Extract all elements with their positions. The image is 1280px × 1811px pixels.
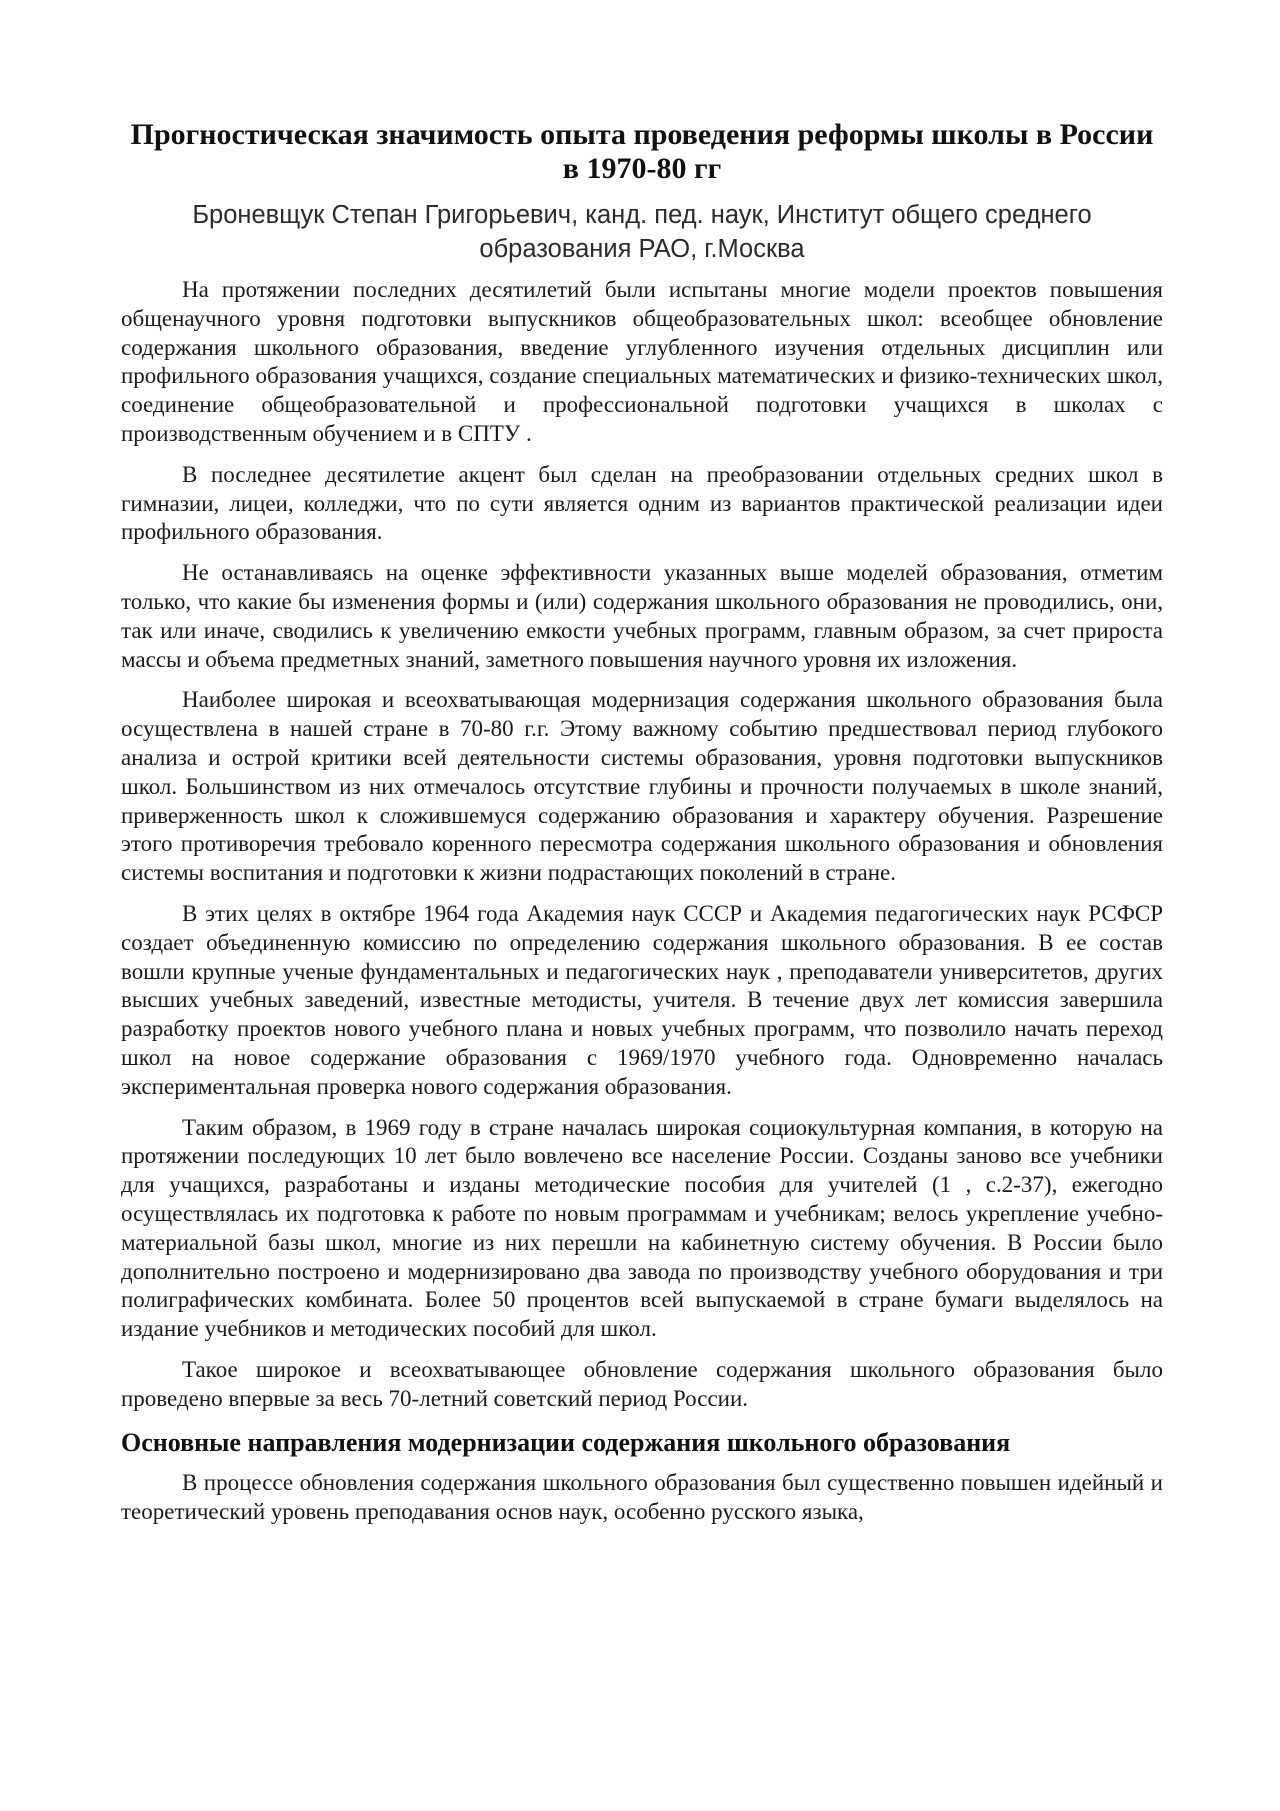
- document-title: Прогностическая значимость опыта проведения реформы школы в России в 1970-80 гг: [130, 118, 1154, 185]
- paragraph-3: Не останавливаясь на оценке эффективности указанных выше моделей образования, отметим только, что какие бы изменения формы и (или) содержания школьного образования не проводились, они, так или иначе, сводились к увеличению емкости учебных программ, главным образом, за счет прироста массы и объема предметных знаний, заметного повышения научного уровня их изложения.: [121, 560, 1163, 672]
- author-line: Броневщук Степан Григорьевич, канд. пед. наук, Институт общего среднего образования РАО, г.Москва: [192, 201, 1092, 263]
- paragraph-1: На протяжении последних десятилетий были испытаны многие модели проектов повышения общенаучного уровня подготовки выпускников общеобразовательных школ: всеобщее обновление содержания школьного образования, введение углубленного изучения отдельных дисциплин или профильного образования учащихся, создание специальных математических и физико-технических школ, соединение общеобразовательной и профессиональной подготовки учащихся в школах с производственным обучением и в СПТУ .: [121, 277, 1163, 446]
- paragraph-2: В последнее десятилетие акцент был сделан на преобразовании отдельных средних школ в гимназии, лицеи, колледжи, что по сути является одним из вариантов практической реализации идеи профильного образования.: [121, 461, 1163, 545]
- paragraph-6: Таким образом, в 1969 году в стране началась широкая социокультурная компания, в которую на протяжении последующих 10 лет было вовлечено все население России. Созданы заново все учебники для учащихся, разработаны и изданы методические пособия для учителей (1 , с.2-37), ежегодно осуществлялась их подготовка к работе по новым программам и учебникам; велось укрепление учебно-материальной базы школ, многие из них перешли на кабинетную систему обучения. В России было дополнительно построено и модернизировано два завода по производству учебного оборудования и три полиграфических комбината. Более 50 процентов всей выпускаемой в стране бумаги выделялось на издание учебников и методических пособий для школ.: [121, 1114, 1163, 1342]
- document-page: [121, 118, 1163, 1539]
- section-paragraph-1: В процессе обновления содержания школьного образования был существенно повышен идейный и теоретический уровень преподавания основ наук, особенно русского языка,: [121, 1470, 1163, 1525]
- paragraph-4: Наиболее широкая и всеохватывающая модернизация содержания школьного образования была осуществлена в нашей стране в 70-80 г.г. Этому важному событию предшествовал период глубокого анализа и острой критики всей деятельности системы образования, уровня подготовки выпускников школ. Большинством из них отмечалось отсутствие глубины и прочности получаемых в школе знаний, приверженность школ к сложившемуся содержанию образования и характеру обучения. Разрешение этого противоречия требовало коренного пересмотра содержания школьного образования и обновления системы воспитания и подготовки к жизни подрастающих поколений в стране.: [121, 687, 1163, 886]
- paragraph-7: Такое широкое и всеохватывающее обновление содержания школьного образования было проведено впервые за весь 70-летний советский период России.: [121, 1356, 1163, 1411]
- section-heading: Основные направления модернизации содержания школьного образования: [121, 1428, 1011, 1458]
- paragraph-5: В этих целях в октябре 1964 года Академия наук СССР и Академия педагогических наук РСФСР создает объединенную комиссию по определению содержания школьного образования. В ее состав вошли крупные ученые фундаментальных и педагогических наук , преподаватели университетов, других высших учебных заведений, известные методисты, учителя. В течение двух лет комиссия завершила разработку проектов нового учебного плана и новых учебных программ, что позволило начать переход школ на новое содержание образования с 1969/1970 учебного года. Одновременно началась экспериментальная проверка нового содержания образования.: [121, 900, 1163, 1099]
